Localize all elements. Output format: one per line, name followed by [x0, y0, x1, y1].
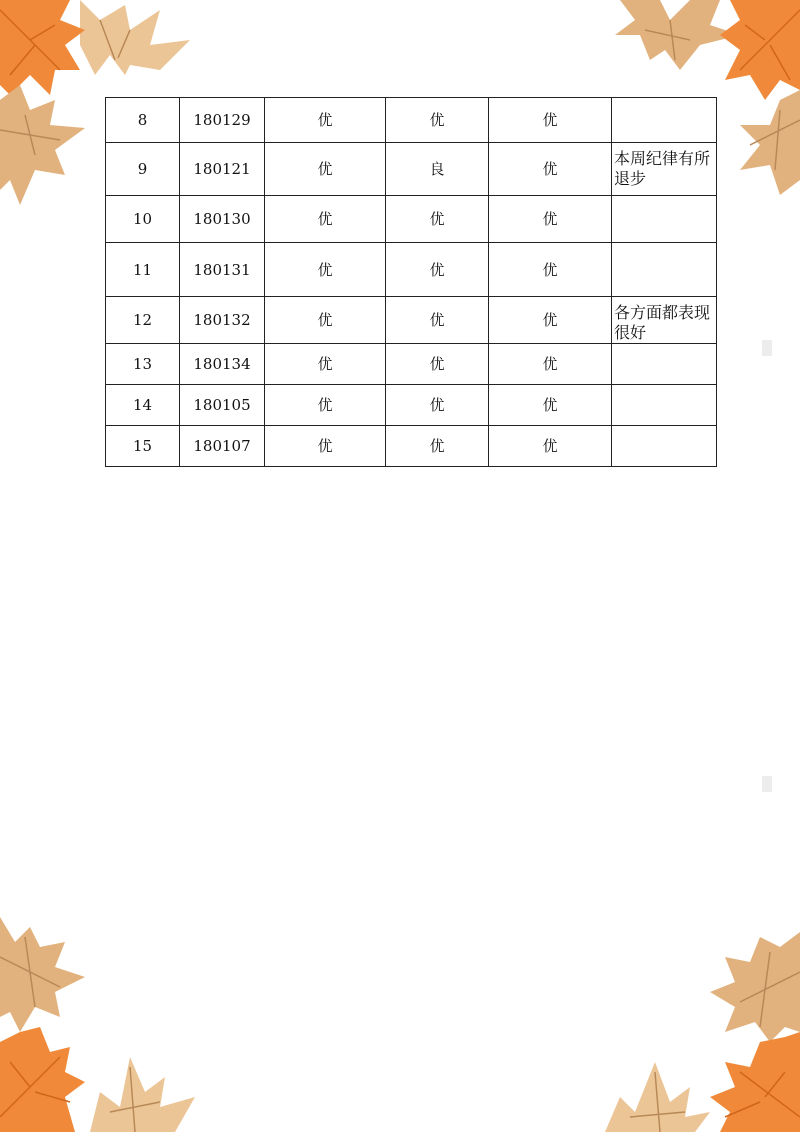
student-id: 180130: [180, 196, 265, 243]
table-row: [106, 426, 717, 467]
remark-cell: [612, 385, 717, 426]
row-number: 12: [106, 297, 180, 344]
grade-cell: 优: [386, 344, 489, 385]
table-row: [106, 297, 717, 344]
remark-cell: [612, 426, 717, 467]
grade-cell: 优: [265, 344, 386, 385]
grades-table: [105, 97, 717, 467]
student-id: 180129: [180, 98, 265, 143]
grade-cell: 优: [489, 143, 612, 196]
grade-cell: 优: [386, 426, 489, 467]
grade-cell: 优: [489, 297, 612, 344]
grade-cell: 优: [386, 196, 489, 243]
grade-cell: 优: [386, 243, 489, 297]
grade-cell: 优: [265, 297, 386, 344]
student-id: 180107: [180, 426, 265, 467]
remark-cell: [612, 196, 717, 243]
student-id: 180134: [180, 344, 265, 385]
student-id: 180132: [180, 297, 265, 344]
grade-cell: 优: [489, 196, 612, 243]
remark-cell: 本周纪律有所退步: [612, 143, 717, 196]
table-row: [106, 196, 717, 243]
row-number: 14: [106, 385, 180, 426]
maple-leaf-decoration-bottom-right: [600, 932, 800, 1132]
row-number: 8: [106, 98, 180, 143]
remark-cell: [612, 344, 717, 385]
table-row: [106, 385, 717, 426]
row-number: 10: [106, 196, 180, 243]
row-number: 15: [106, 426, 180, 467]
grade-cell: 优: [386, 98, 489, 143]
grade-cell: 优: [386, 385, 489, 426]
remark-cell: [612, 243, 717, 297]
grade-cell: 优: [489, 243, 612, 297]
scan-mark: [762, 776, 772, 792]
table-row: [106, 98, 717, 143]
grade-cell: 优: [265, 243, 386, 297]
row-number: 11: [106, 243, 180, 297]
scan-mark: [762, 340, 772, 356]
student-id: 180131: [180, 243, 265, 297]
grade-cell: 优: [489, 344, 612, 385]
grade-cell: 优: [489, 98, 612, 143]
row-number: 13: [106, 344, 180, 385]
student-id: 180105: [180, 385, 265, 426]
grade-cell: 优: [265, 98, 386, 143]
grade-cell: 优: [489, 385, 612, 426]
table-row: [106, 243, 717, 297]
remark-cell: [612, 98, 717, 143]
maple-leaf-decoration-bottom-left: [0, 917, 200, 1132]
row-number: 9: [106, 143, 180, 196]
grade-cell: 优: [265, 426, 386, 467]
grade-cell: 优: [265, 196, 386, 243]
student-id: 180121: [180, 143, 265, 196]
grade-cell: 优: [489, 426, 612, 467]
grade-cell: 良: [386, 143, 489, 196]
table-row: [106, 143, 717, 196]
remark-cell: 各方面都表现很好: [612, 297, 717, 344]
grade-cell: 优: [386, 297, 489, 344]
grade-cell: 优: [265, 385, 386, 426]
table-row: [106, 344, 717, 385]
grade-cell: 优: [265, 143, 386, 196]
